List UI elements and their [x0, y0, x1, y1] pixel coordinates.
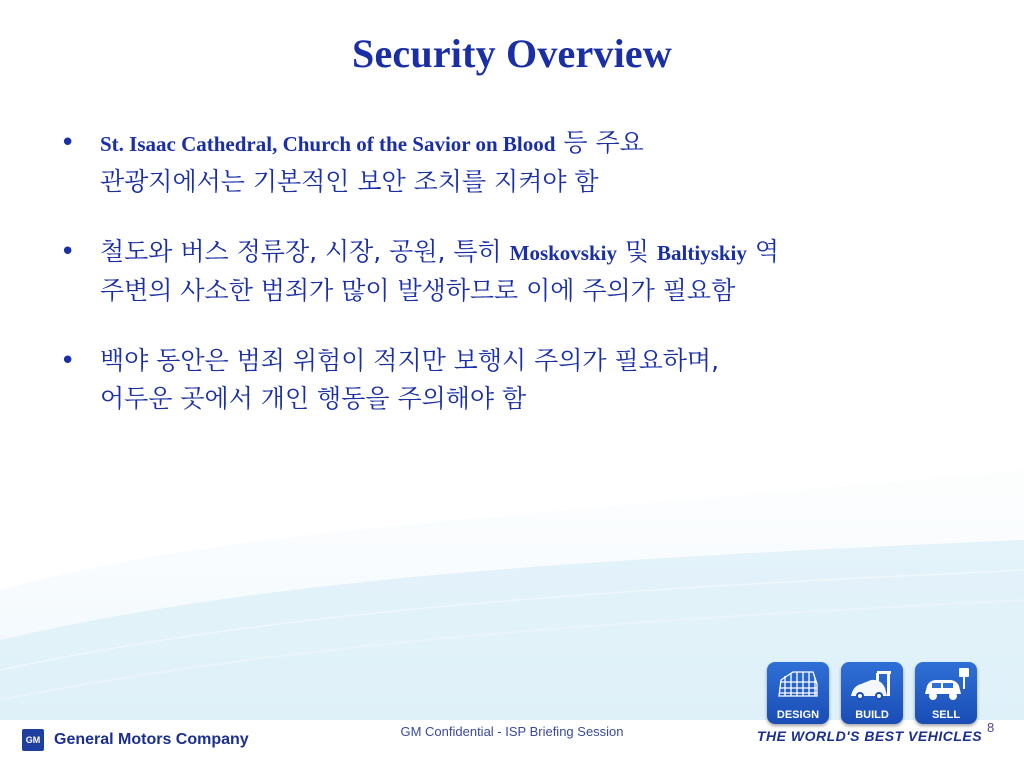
- bullet-dot: •: [60, 128, 76, 158]
- gm-mark-icon: GM: [22, 729, 44, 751]
- bullet-dot: •: [60, 346, 76, 376]
- bullet-text: 역: [746, 237, 779, 266]
- bullet-item: [58, 124, 958, 201]
- bullet-dot: •: [60, 237, 76, 267]
- confidential-note: GM Confidential - ISP Briefing Session: [400, 724, 624, 739]
- sell-label: SELL: [931, 709, 961, 721]
- design-tile: [767, 662, 829, 724]
- design-build-sell-tiles: [767, 662, 977, 724]
- bullet-line: [100, 233, 958, 272]
- bullet-text-latin: Moskovskiy: [509, 241, 617, 265]
- company-name: General Motors Company: [54, 731, 249, 748]
- tagline: THE WORLD'S BEST VEHICLES: [757, 728, 983, 744]
- bullet-text-latin: Baltiyskiy: [657, 241, 747, 265]
- design-label: DESIGN: [776, 709, 820, 721]
- blueprint-car-icon: [773, 666, 823, 704]
- bullet-item: [58, 233, 958, 310]
- build-tile: [841, 662, 903, 724]
- bullet-line: 백야 동안은 범죄 위험이 적지만 보행시 주의가 필요하며,: [100, 346, 720, 375]
- bullet-text-latin: St. Isaac Cathedral, Church of the Savior on Blood: [100, 132, 556, 156]
- bullet-line: 관광지에서는 기본적인 보안 조치를 지켜야 함: [100, 167, 599, 196]
- gm-logo: [22, 728, 249, 752]
- bullet-text: 등 주요: [555, 128, 644, 157]
- bullet-list: [58, 124, 958, 418]
- car-sign-icon: [921, 666, 971, 704]
- page-number: 8: [987, 720, 995, 735]
- assembly-robot-icon: [847, 666, 897, 704]
- bullet-text: 및: [616, 237, 658, 266]
- build-label: BUILD: [855, 709, 889, 721]
- bullet-line: [100, 124, 958, 163]
- sell-tile: [915, 662, 977, 724]
- slide-title: Security Overview: [352, 31, 672, 76]
- bullet-line: 어두운 곳에서 개인 행동을 주의해야 함: [100, 384, 527, 413]
- bullet-item: [58, 342, 958, 418]
- bullet-line: 주변의 사소한 범죄가 많이 발생하므로 이에 주의가 필요함: [100, 276, 736, 305]
- bullet-text: 철도와 버스 정류장, 시장, 공원, 특히: [100, 237, 510, 266]
